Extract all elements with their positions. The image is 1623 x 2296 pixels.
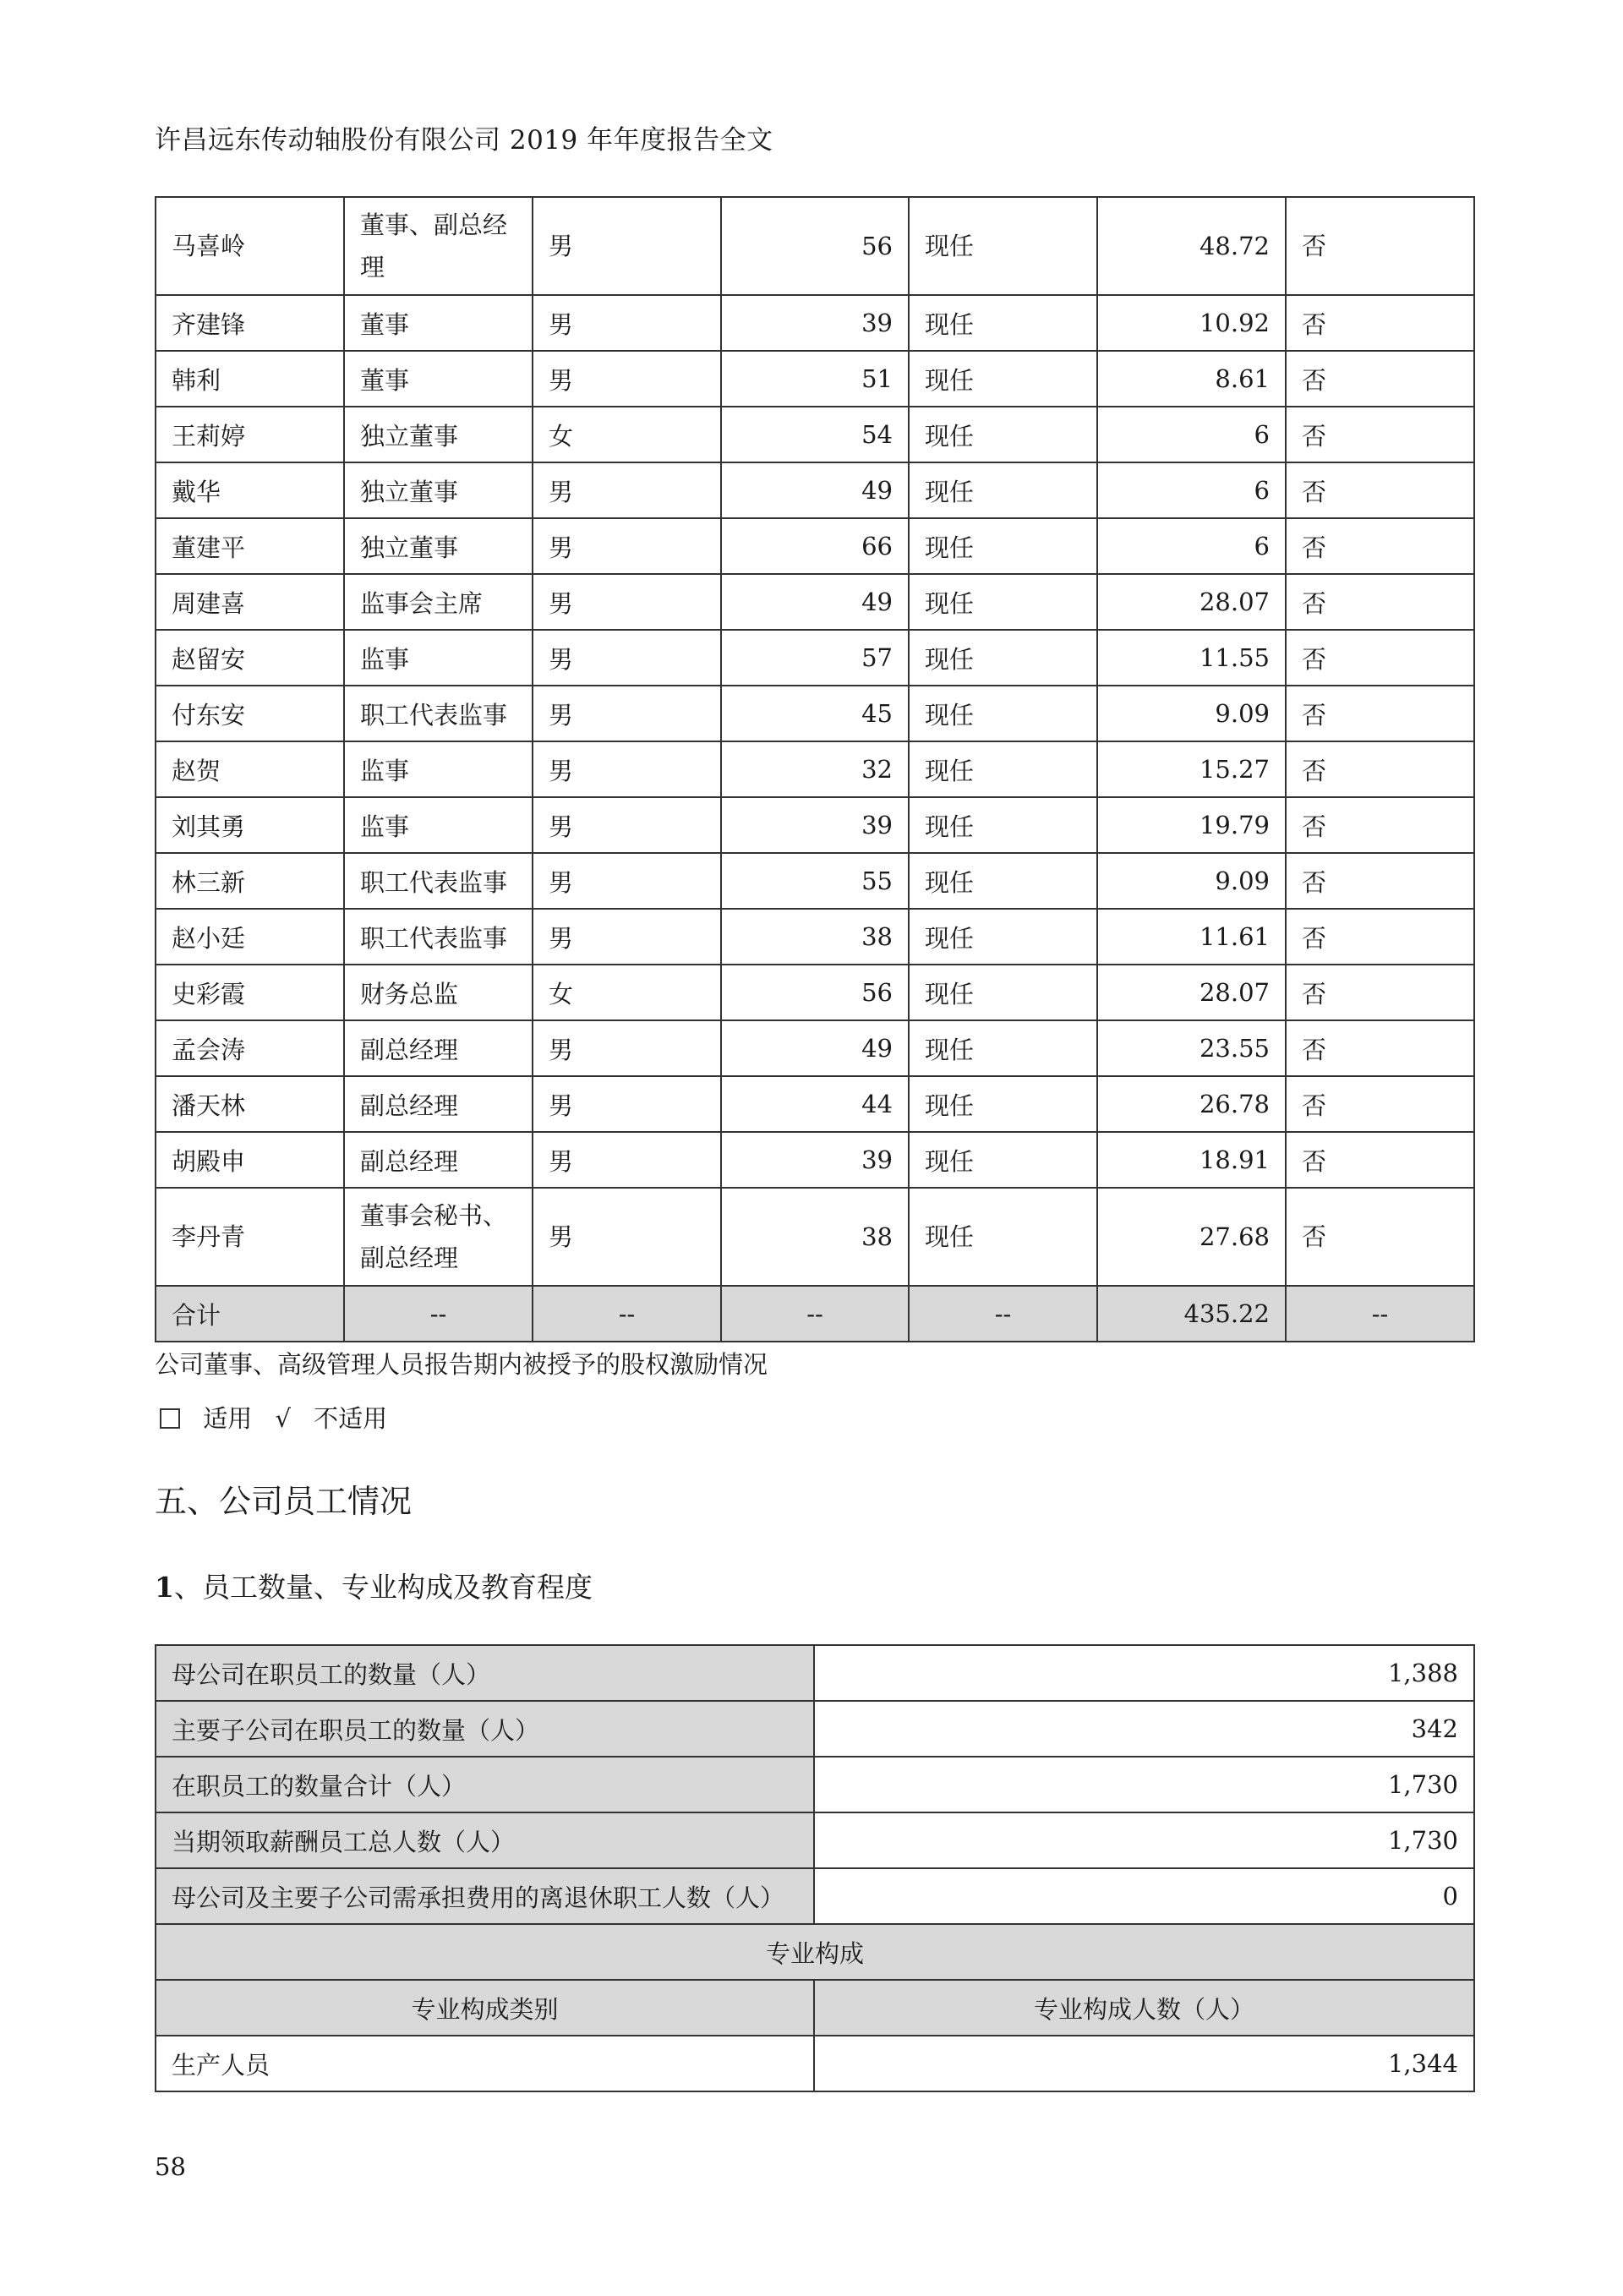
name-cell: 赵小廷 (156, 909, 344, 965)
pay-cell: 11.61 (1097, 909, 1286, 965)
age-cell: 49 (721, 462, 909, 518)
page-number: 58 (155, 2152, 186, 2181)
age-cell: 49 (721, 1020, 909, 1076)
name-cell: 刘其勇 (156, 797, 344, 853)
gender-cell: 男 (533, 1132, 721, 1188)
status-cell: 现任 (909, 407, 1097, 462)
related-party-cell: 否 (1286, 853, 1474, 909)
total-row (156, 1286, 1474, 1342)
pay-cell: 6 (1097, 462, 1286, 518)
total-cell: -- (1286, 1286, 1474, 1342)
check-mark-icon: √ (275, 1404, 291, 1433)
age-cell: 55 (721, 853, 909, 909)
row-label: 生产人员 (156, 2036, 814, 2091)
status-cell: 现任 (909, 197, 1097, 295)
gender-cell: 男 (533, 630, 721, 686)
related-party-cell: 否 (1286, 1188, 1474, 1286)
gender-cell: 男 (533, 686, 721, 741)
pay-cell: 9.09 (1097, 686, 1286, 741)
section-title: 五、公司员工情况 (155, 1483, 413, 1520)
applicability-line (155, 1400, 402, 1435)
position-cell: 董事 (344, 295, 533, 351)
column-header: 专业构成人数（人） (814, 1980, 1474, 2036)
table-row (156, 1188, 1474, 1286)
table-row (156, 197, 1474, 295)
table-row (156, 630, 1474, 686)
table-row (156, 518, 1474, 574)
gender-cell: 男 (533, 909, 721, 965)
table-row (156, 1868, 1474, 1924)
total-label: 合计 (156, 1286, 344, 1342)
position-cell: 监事会主席 (344, 574, 533, 630)
related-party-cell: 否 (1286, 197, 1474, 295)
status-cell: 现任 (909, 1076, 1097, 1132)
position-cell: 副总经理 (344, 1020, 533, 1076)
employee-table (155, 1644, 1475, 2092)
status-cell: 现任 (909, 1020, 1097, 1076)
row-label: 母公司及主要子公司需承担费用的离退休职工人数（人） (156, 1868, 814, 1924)
age-cell: 45 (721, 686, 909, 741)
row-label: 母公司在职员工的数量（人） (156, 1645, 814, 1701)
position-cell: 副总经理 (344, 1132, 533, 1188)
table-row (156, 1076, 1474, 1132)
column-header: 专业构成类别 (156, 1980, 814, 2036)
position-cell: 独立董事 (344, 518, 533, 574)
total-cell: -- (721, 1286, 909, 1342)
status-cell: 现任 (909, 797, 1097, 853)
table-row (156, 686, 1474, 741)
composition-header-row (156, 1924, 1474, 1980)
composition-header: 专业构成 (156, 1924, 1474, 1980)
age-cell: 32 (721, 741, 909, 797)
pay-cell: 48.72 (1097, 197, 1286, 295)
position-cell: 职工代表监事 (344, 853, 533, 909)
row-label: 主要子公司在职员工的数量（人） (156, 1701, 814, 1757)
composition-columns-row (156, 1980, 1474, 2036)
gender-cell: 男 (533, 741, 721, 797)
name-cell: 胡殿申 (156, 1132, 344, 1188)
related-party-cell: 否 (1286, 686, 1474, 741)
row-value: 342 (814, 1701, 1474, 1757)
row-label: 在职员工的数量合计（人） (156, 1757, 814, 1812)
status-cell: 现任 (909, 1188, 1097, 1286)
pay-cell: 10.92 (1097, 295, 1286, 351)
position-cell: 职工代表监事 (344, 909, 533, 965)
name-cell: 林三新 (156, 853, 344, 909)
status-cell: 现任 (909, 351, 1097, 407)
table-row (156, 1020, 1474, 1076)
table-row (156, 965, 1474, 1020)
related-party-cell: 否 (1286, 518, 1474, 574)
report-header: 许昌远东传动轴股份有限公司 2019 年年度报告全文 (155, 125, 773, 156)
gender-cell: 女 (533, 407, 721, 462)
table-row (156, 1701, 1474, 1757)
equity-incentive-note: 公司董事、高级管理人员报告期内被授予的股权激励情况 (155, 1350, 768, 1379)
pay-cell: 27.68 (1097, 1188, 1286, 1286)
subsection-title (155, 1566, 593, 1605)
related-party-cell: 否 (1286, 351, 1474, 407)
related-party-cell: 否 (1286, 797, 1474, 853)
pay-cell: 23.55 (1097, 1020, 1286, 1076)
name-cell: 李丹青 (156, 1188, 344, 1286)
table-row (156, 351, 1474, 407)
pay-cell: 6 (1097, 518, 1286, 574)
position-cell: 监事 (344, 797, 533, 853)
gender-cell: 男 (533, 1188, 721, 1286)
related-party-cell: 否 (1286, 462, 1474, 518)
row-value: 1,388 (814, 1645, 1474, 1701)
table-row (156, 741, 1474, 797)
table-row (156, 462, 1474, 518)
management-compensation-table (155, 196, 1475, 1342)
name-cell: 史彩霞 (156, 965, 344, 1020)
status-cell: 现任 (909, 853, 1097, 909)
option-not-applicable: 不适用 (314, 1404, 388, 1433)
pay-cell: 9.09 (1097, 853, 1286, 909)
gender-cell: 男 (533, 797, 721, 853)
row-value: 1,344 (814, 2036, 1474, 2091)
age-cell: 38 (721, 909, 909, 965)
name-cell: 付东安 (156, 686, 344, 741)
position-cell: 独立董事 (344, 462, 533, 518)
row-label: 当期领取薪酬员工总人数（人） (156, 1812, 814, 1868)
status-cell: 现任 (909, 295, 1097, 351)
gender-cell: 男 (533, 1076, 721, 1132)
status-cell: 现任 (909, 462, 1097, 518)
table-row (156, 1812, 1474, 1868)
position-cell: 董事会秘书、副总经理 (344, 1188, 533, 1286)
pay-cell: 18.91 (1097, 1132, 1286, 1188)
pay-cell: 26.78 (1097, 1076, 1286, 1132)
related-party-cell: 否 (1286, 1020, 1474, 1076)
checkbox-empty-icon (160, 1408, 180, 1429)
position-cell: 董事 (344, 351, 533, 407)
gender-cell: 男 (533, 574, 721, 630)
related-party-cell: 否 (1286, 630, 1474, 686)
status-cell: 现任 (909, 518, 1097, 574)
total-cell: -- (533, 1286, 721, 1342)
age-cell: 38 (721, 1188, 909, 1286)
related-party-cell: 否 (1286, 574, 1474, 630)
age-cell: 56 (721, 965, 909, 1020)
status-cell: 现任 (909, 741, 1097, 797)
name-cell: 潘天林 (156, 1076, 344, 1132)
subsection-text: 、员工数量、专业构成及教育程度 (173, 1571, 593, 1604)
pay-cell: 11.55 (1097, 630, 1286, 686)
name-cell: 马喜岭 (156, 197, 344, 295)
table-row (156, 853, 1474, 909)
table-row (156, 797, 1474, 853)
subsection-number: 1 (155, 1571, 174, 1604)
name-cell: 韩利 (156, 351, 344, 407)
related-party-cell: 否 (1286, 965, 1474, 1020)
position-cell: 副总经理 (344, 1076, 533, 1132)
related-party-cell: 否 (1286, 407, 1474, 462)
related-party-cell: 否 (1286, 1132, 1474, 1188)
pay-cell: 6 (1097, 407, 1286, 462)
name-cell: 赵贺 (156, 741, 344, 797)
position-cell: 财务总监 (344, 965, 533, 1020)
row-value: 1,730 (814, 1812, 1474, 1868)
gender-cell: 女 (533, 965, 721, 1020)
table-row (156, 295, 1474, 351)
age-cell: 49 (721, 574, 909, 630)
related-party-cell: 否 (1286, 741, 1474, 797)
pay-cell: 19.79 (1097, 797, 1286, 853)
row-value: 1,730 (814, 1757, 1474, 1812)
position-cell: 董事、副总经理 (344, 197, 533, 295)
row-value: 0 (814, 1868, 1474, 1924)
table-row (156, 909, 1474, 965)
option-applicable: 适用 (203, 1404, 253, 1433)
total-cell: 435.22 (1097, 1286, 1286, 1342)
related-party-cell: 否 (1286, 295, 1474, 351)
age-cell: 39 (721, 295, 909, 351)
status-cell: 现任 (909, 965, 1097, 1020)
table-row (156, 407, 1474, 462)
gender-cell: 男 (533, 351, 721, 407)
name-cell: 齐建锋 (156, 295, 344, 351)
position-cell: 独立董事 (344, 407, 533, 462)
age-cell: 44 (721, 1076, 909, 1132)
gender-cell: 男 (533, 1020, 721, 1076)
gender-cell: 男 (533, 295, 721, 351)
age-cell: 39 (721, 797, 909, 853)
position-cell: 监事 (344, 630, 533, 686)
position-cell: 职工代表监事 (344, 686, 533, 741)
table-row (156, 1645, 1474, 1701)
total-cell: -- (909, 1286, 1097, 1342)
related-party-cell: 否 (1286, 909, 1474, 965)
name-cell: 董建平 (156, 518, 344, 574)
age-cell: 56 (721, 197, 909, 295)
status-cell: 现任 (909, 909, 1097, 965)
age-cell: 66 (721, 518, 909, 574)
gender-cell: 男 (533, 197, 721, 295)
table-row (156, 574, 1474, 630)
age-cell: 39 (721, 1132, 909, 1188)
status-cell: 现任 (909, 574, 1097, 630)
table-row (156, 2036, 1474, 2091)
status-cell: 现任 (909, 686, 1097, 741)
gender-cell: 男 (533, 462, 721, 518)
table-row (156, 1132, 1474, 1188)
status-cell: 现任 (909, 630, 1097, 686)
pay-cell: 28.07 (1097, 965, 1286, 1020)
age-cell: 57 (721, 630, 909, 686)
age-cell: 51 (721, 351, 909, 407)
pay-cell: 8.61 (1097, 351, 1286, 407)
gender-cell: 男 (533, 518, 721, 574)
name-cell: 王莉婷 (156, 407, 344, 462)
total-cell: -- (344, 1286, 533, 1342)
name-cell: 周建喜 (156, 574, 344, 630)
table-row (156, 1757, 1474, 1812)
gender-cell: 男 (533, 853, 721, 909)
pay-cell: 28.07 (1097, 574, 1286, 630)
related-party-cell: 否 (1286, 1076, 1474, 1132)
pay-cell: 15.27 (1097, 741, 1286, 797)
status-cell: 现任 (909, 1132, 1097, 1188)
name-cell: 孟会涛 (156, 1020, 344, 1076)
name-cell: 赵留安 (156, 630, 344, 686)
name-cell: 戴华 (156, 462, 344, 518)
position-cell: 监事 (344, 741, 533, 797)
age-cell: 54 (721, 407, 909, 462)
